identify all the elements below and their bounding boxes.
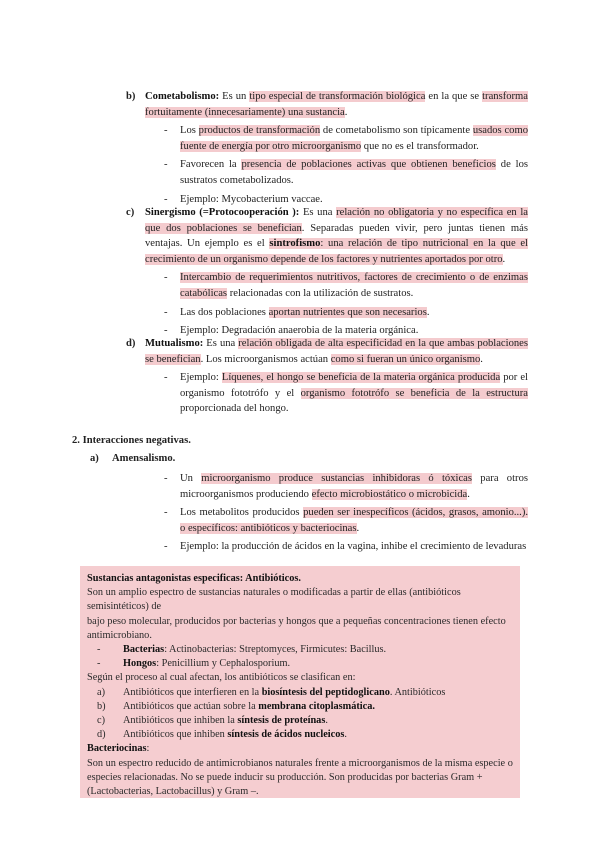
highlighted-text: microorganismo produce sustancias inhibidoras ó tóxicas <box>201 473 472 484</box>
bullet-item <box>164 505 529 536</box>
bullet-item <box>164 471 528 502</box>
highlighted-text: presencia de poblaciones activas que obtienen beneficios <box>241 159 496 171</box>
bullet-dash: - <box>164 193 168 205</box>
bullet-dash: - <box>97 644 101 656</box>
source-text: : Actinobacterias: Streptomyces, Firmicutes: Bacillus. <box>164 644 387 656</box>
text-run: Favorecen la <box>180 159 242 171</box>
text-run: Ejemplo: la producción de ácidos en la vagina, inhibe el crecimiento de levaduras <box>180 541 527 553</box>
item-marker: b) <box>126 91 136 102</box>
class-marker: d) <box>97 729 106 741</box>
bullet-dash: - <box>164 272 168 284</box>
antibiotics-box <box>80 566 520 798</box>
text-run: que no es el transformador. <box>361 140 479 152</box>
list-item <box>126 336 528 417</box>
bacteriocinas-text: Son un espectro reducido de antimicrobianos naturales frente a microorganismos de la misma especie o especies relacionadas. No se puede inducir su producción. Son producidas por bacterias Gram + (Lactobacterias, Lactobacillus) y Gram –. <box>87 757 513 798</box>
bullet-dash: - <box>164 159 168 171</box>
class-bold: síntesis de proteínas <box>237 715 326 727</box>
text-run: proporcionada del hongo. <box>180 403 289 415</box>
class-text: Antibióticos que interfieren en la <box>123 686 262 698</box>
source-label: Hongos <box>123 658 157 670</box>
text-run: en la que se <box>425 91 483 102</box>
bullet-dash: - <box>97 658 101 670</box>
class-text: . Antibióticos <box>389 686 446 698</box>
class-text: Antibióticos que inhiben <box>123 729 228 741</box>
text-run: Los metabolitos producidos <box>180 507 304 519</box>
text-run: . <box>502 253 506 265</box>
bullet-dash: - <box>164 541 168 553</box>
text-run: de cometabolismo son típicamente <box>320 125 473 137</box>
item-body <box>145 336 528 417</box>
highlighted-text: : una relación de tipo nutricional en la que el crecimiento de un organismo depende de los factores y nutrientes aportados por otro <box>145 238 528 265</box>
section-heading: 2. Interacciones negativas. <box>72 435 191 446</box>
highlighted-text: tipo especial de transformación biológica <box>249 91 426 102</box>
subsection-marker: a) <box>90 453 99 464</box>
class-text: . <box>325 715 328 727</box>
text-run: . <box>356 522 360 534</box>
bacteriocinas-title: Bacteriocinas <box>87 743 147 755</box>
sub-item <box>164 270 528 301</box>
highlighted-text: productos de transformación <box>198 125 321 137</box>
bullet-dash: - <box>164 306 168 318</box>
class-marker: a) <box>97 686 105 698</box>
text-run: Cometabolismo: <box>145 91 220 102</box>
text-run: Es una <box>203 338 239 349</box>
text-run: Ejemplo: Mycobacterium vaccae. <box>180 193 323 205</box>
class-text: Antibióticos que actúan sobre la <box>123 700 259 712</box>
highlighted-text: como si fueran un único organismo <box>330 353 481 365</box>
text-run: . <box>426 306 430 318</box>
bullet-dash: - <box>164 473 168 484</box>
text-run: de los sustratos cometabolizados. <box>180 159 528 186</box>
highlighted-text: relación obligada de alta especificidad en la que ambas poblaciones se benefician <box>145 338 528 365</box>
list-item <box>126 205 528 339</box>
highlighted-text: pueden ser inespecíficos (ácidos, grasos, amonio...). o específicos: antibióticos y bacteriocinas <box>180 507 529 534</box>
sources-list <box>97 643 513 671</box>
bullet-dash: - <box>164 507 168 519</box>
highlighted-text: transforma fortuitamente (innecesariamente) una sustancia <box>145 91 528 118</box>
class-marker: b) <box>97 700 106 712</box>
amensalismo-list <box>145 468 528 555</box>
sub-item <box>164 157 528 188</box>
text-run: . <box>467 488 470 500</box>
class-marker: c) <box>97 715 105 727</box>
class-item <box>97 714 513 728</box>
source-item <box>97 643 513 657</box>
text-run: Es una <box>299 207 337 218</box>
box-title: Sustancias antagonistas especificas: Antibióticos. <box>87 573 301 584</box>
text-run: Ejemplo: <box>180 372 222 384</box>
highlighted-text: organismo fototrófo se beneficia de la estructura <box>300 387 528 399</box>
classes-list <box>97 686 513 743</box>
highlighted-text: sintrofismo <box>269 238 321 250</box>
text-run: relacionadas con la utilización de sustratos. <box>227 287 414 299</box>
text-run: Ejemplo: Degradación anaerobia de la materia orgánica. <box>180 325 419 337</box>
class-item <box>97 728 513 742</box>
list-item <box>126 89 528 207</box>
item-body <box>145 89 528 207</box>
class-text: . <box>344 729 347 741</box>
box-paragraph: bajo peso molecular, producidos por bacterias y hongos que a pequeñas concentraciones tienen efecto antimicrobiano. <box>87 615 506 641</box>
class-item <box>97 686 513 700</box>
colon: : <box>146 743 150 755</box>
item-marker: c) <box>126 207 135 218</box>
class-bold: membrana citoplasmática. <box>258 700 375 712</box>
bullet-dash: - <box>164 325 168 337</box>
box-paragraph: Son un amplio espectro de sustancias naturales o modificadas a partir de ellas (antibióticos semisintéticos) de <box>87 587 461 613</box>
text-run: Sinergismo (=Protocooperación ): <box>145 207 300 218</box>
text-run: . Los microorganismos actúan <box>200 353 331 365</box>
text-run: Es un <box>219 91 250 102</box>
class-bold: biosíntesis del peptidoglicano <box>261 686 390 698</box>
subsection-title: Amensalismo. <box>112 453 176 464</box>
text-run: para otros microorganismos produciendo <box>180 473 528 500</box>
highlighted-text: Intercambio de requerimientos nutritivos, factores de crecimiento o de enzimas catabólicas <box>180 272 528 299</box>
text-run: . <box>344 106 348 118</box>
source-text: : Penicillium y Cephalosporium. <box>156 658 291 670</box>
item-body <box>145 205 528 339</box>
highlighted-text: efecto microbiostático o microbicida <box>311 488 468 500</box>
bullet-dash: - <box>164 125 168 137</box>
text-run: Mutualismo: <box>145 338 204 349</box>
text-run: . <box>480 353 483 365</box>
subsection-heading <box>90 451 175 467</box>
text-run: Un <box>180 473 202 484</box>
highlighted-text: relación no obligatoria y no específica en la que dos poblaciones se benefician <box>145 207 528 234</box>
classify-intro: Según el proceso al cual afectan, los antibióticos se clasifican en: <box>87 672 356 684</box>
bullet-dash: - <box>164 372 168 384</box>
text-run: Los <box>180 125 199 137</box>
class-text: Antibióticos que inhiben la <box>123 715 238 727</box>
highlighted-text: Líquenes, el hongo se beneficia de la materia orgánica producida <box>221 372 501 384</box>
bullet-item <box>164 539 528 555</box>
item-marker: d) <box>126 338 136 349</box>
source-label: Bacterias <box>123 644 165 656</box>
sub-item <box>164 123 528 154</box>
highlighted-text: usados como fuente de energía por otro microorganismo <box>180 125 528 152</box>
sub-item <box>164 305 528 321</box>
source-item <box>97 657 513 671</box>
text-run: Las dos poblaciones <box>180 306 269 318</box>
highlighted-text: aportan nutrientes que son necesarios <box>268 306 427 318</box>
class-bold: síntesis de ácidos nucleicos <box>227 729 345 741</box>
text-run: . Separadas pueden vivir, pero juntas tienen más ventajas. Un ejemplo es el <box>145 222 528 250</box>
text-run: por el organismo fototrófo y el <box>180 372 528 399</box>
class-item <box>97 700 513 714</box>
sub-item <box>164 370 528 417</box>
